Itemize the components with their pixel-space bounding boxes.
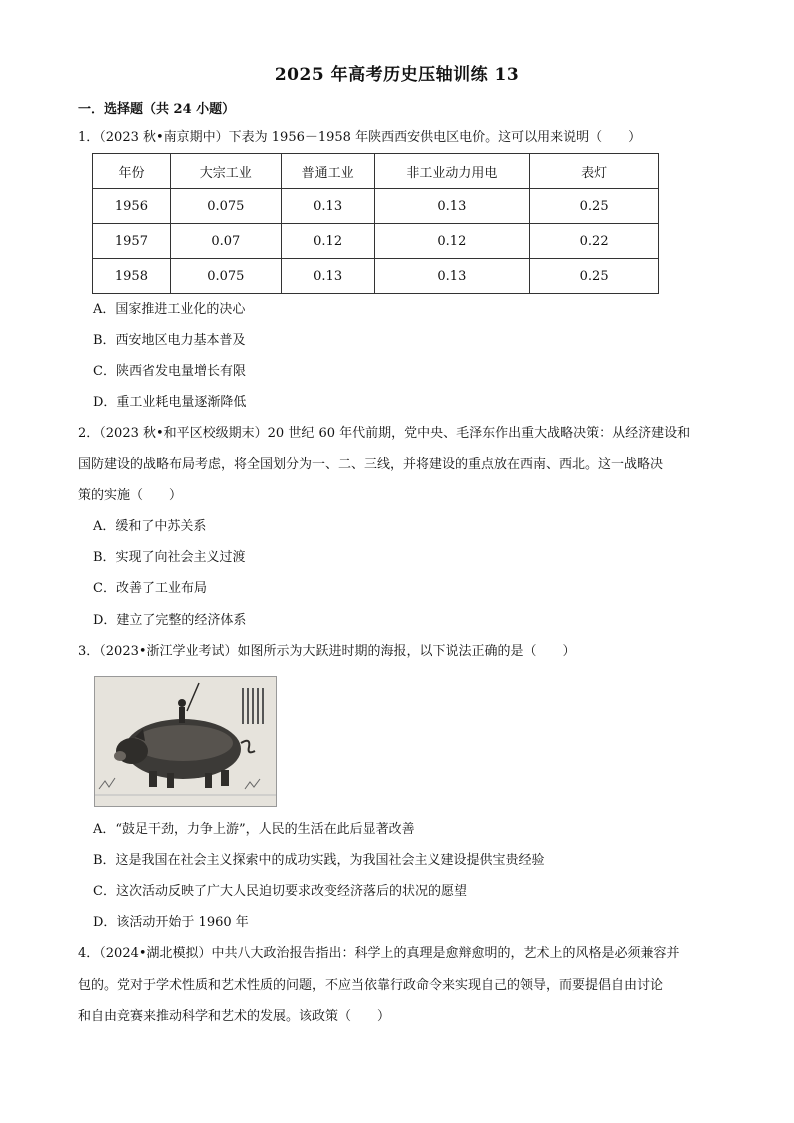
- q1-option-d: D．重工业耗电量逐渐降低: [93, 395, 247, 410]
- q2-stem-line: 国防建设的战略布局考虑，将全国划分为一、二、三线，并将建设的重点放在西南、西北。这一战略决: [78, 457, 664, 472]
- table-cell: 1958: [93, 259, 171, 294]
- table-cell: 0.13: [281, 259, 374, 294]
- table-cell: 0.13: [374, 259, 530, 294]
- page-title: 2025 年高考历史压轴训练 13: [274, 65, 520, 85]
- table-header-cell: 非工业动力用电: [374, 154, 530, 189]
- q3-option-c: C．这次活动反映了广大人民迫切要求改变经济落后的状况的愿望: [93, 884, 467, 899]
- q3-option-a: A．“鼓足干劲，力争上游”，人民的生活在此后显著改善: [93, 822, 415, 837]
- q1-option-b: B．西安地区电力基本普及: [93, 333, 246, 348]
- q3-stem: 3．（2023•浙江学业考试）如图所示为大跃进时期的海报，以下说法正确的是（ ）: [78, 644, 576, 659]
- q2-option-d: D．建立了完整的经济体系: [93, 613, 247, 628]
- table-cell: 0.075: [170, 259, 281, 294]
- q2-option-a: A．缓和了中苏关系: [93, 519, 207, 534]
- q1-option-a: A．国家推进工业化的决心: [93, 302, 246, 317]
- great-leap-poster-image: [94, 676, 277, 807]
- section-heading: 一．选择题（共 24 小题）: [78, 102, 236, 117]
- q4-stem-line: 4．（2024•湖北模拟）中共八大政治报告指出：科学上的真理是愈辩愈明的，艺术上的风格是必须兼容并: [78, 946, 680, 961]
- q1-option-c: C．陕西省发电量增长有限: [93, 364, 246, 379]
- table-row: [93, 259, 659, 294]
- table-cell: 0.12: [374, 224, 530, 259]
- table-header-cell: 普通工业: [281, 154, 374, 189]
- table-cell: 0.12: [281, 224, 374, 259]
- table-header-row: [93, 154, 659, 189]
- q4-stem-line: 和自由竞赛来推动科学和艺术的发展。该政策（ ）: [78, 1009, 391, 1024]
- table-row: [93, 189, 659, 224]
- q2-stem-line: 2．（2023 秋•和平区校级期末）20 世纪 60 年代前期，党中央、毛泽东作出重大战略决策：从经济建设和: [78, 426, 691, 441]
- table-cell: 0.07: [170, 224, 281, 259]
- table-header-cell: 表灯: [530, 154, 659, 189]
- table-header-cell: 年份: [93, 154, 171, 189]
- table-cell: 1957: [93, 224, 171, 259]
- electricity-price-table: [92, 153, 659, 294]
- table-cell: 0.075: [170, 189, 281, 224]
- q3-option-d: D．该活动开始于 1960 年: [93, 915, 249, 930]
- pig-poster-illustration: [95, 677, 276, 806]
- q1-stem: 1．（2023 秋•南京期中）下表为 1956－1958 年陕西西安供电区电价。这可以用来说明（ ）: [78, 130, 642, 145]
- table-cell: 1956: [93, 189, 171, 224]
- q2-option-c: C．改善了工业布局: [93, 581, 207, 596]
- q3-option-b: B．这是我国在社会主义探索中的成功实践，为我国社会主义建设提供宝贵经验: [93, 853, 545, 868]
- q4-stem-line: 包的。党对于学术性质和艺术性质的问题，不应当依靠行政命令来实现自己的领导，而要提倡自由讨论: [78, 978, 664, 993]
- q2-stem-line: 策的实施（ ）: [78, 488, 183, 503]
- table-cell: 0.13: [281, 189, 374, 224]
- table-header-cell: 大宗工业: [170, 154, 281, 189]
- table-cell: 0.25: [530, 259, 659, 294]
- table-cell: 0.25: [530, 189, 659, 224]
- table-cell: 0.13: [374, 189, 530, 224]
- table-cell: 0.22: [530, 224, 659, 259]
- q2-option-b: B．实现了向社会主义过渡: [93, 550, 246, 565]
- table-row: [93, 224, 659, 259]
